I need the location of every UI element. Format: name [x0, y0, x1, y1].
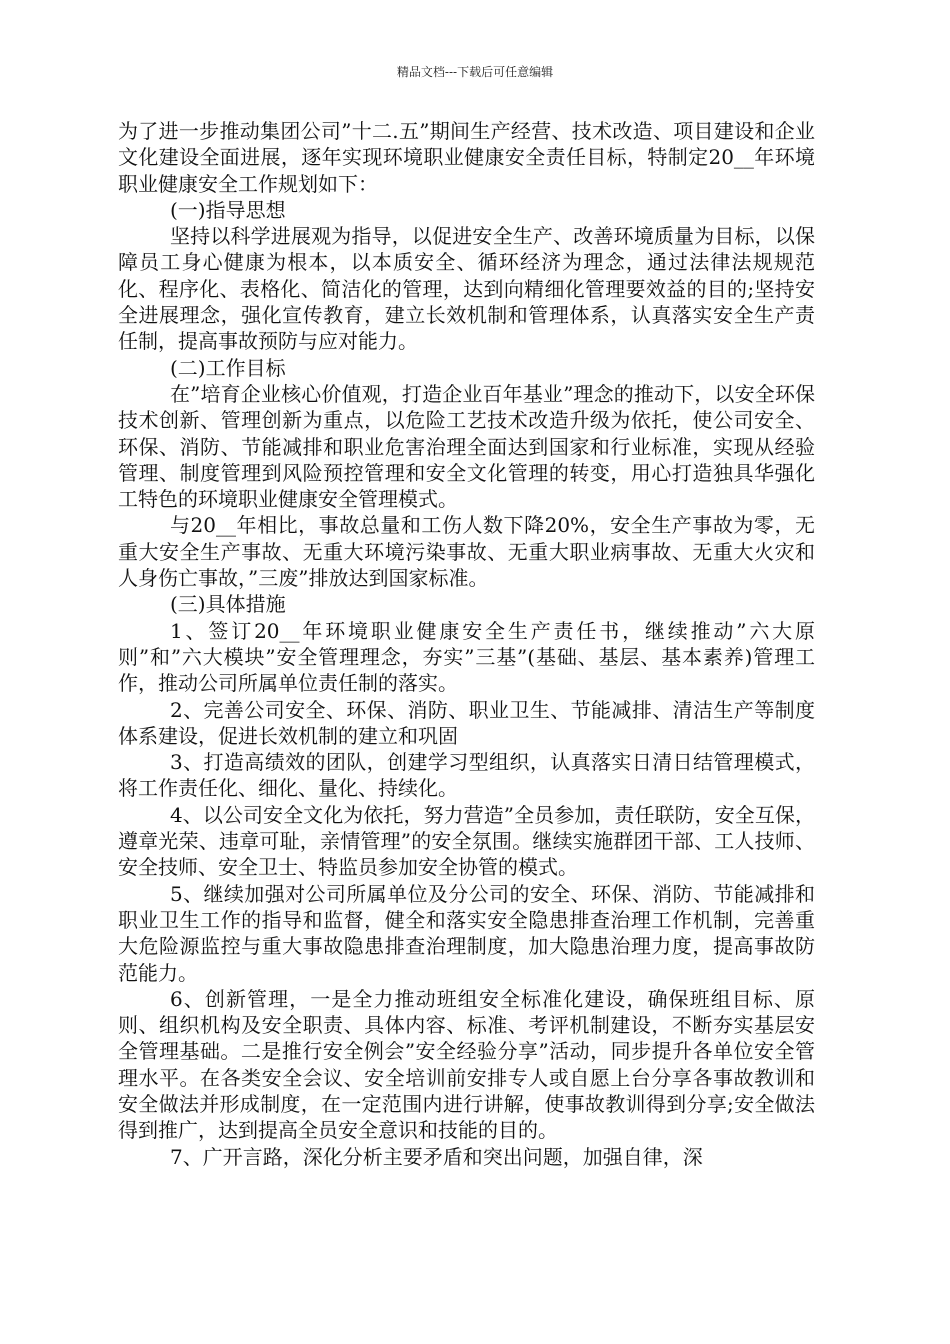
page-header: 精品文档---下载后可任意编辑 [396, 65, 554, 79]
intro-paragraph: 为了进一步推动集团公司”十二.五”期间生产经营、技术改造、项目建设和企业文化建设全面进展，逐年实现环境职业健康安全责任目标，特制定20__年环境职业健康安全工作规划如下： [118, 119, 815, 196]
document-body [118, 118, 815, 1170]
measure-item-5: 5、继续加强对公司所属单位及分公司的安全、环保、消防、节能减排和职业卫生工作的指导和监督，健全和落实安全隐患排查治理工作机制，完善重大危险源监控与重大事故隐患排查治理制度，加大隐患治理力度，提高事故防范能力。 [118, 881, 815, 985]
section-heading-guiding-ideology: (一)指导思想 [170, 197, 286, 222]
section-heading-work-goals: (二)工作目标 [170, 355, 286, 380]
section-heading-specific-measures: (三)具体措施 [170, 592, 286, 617]
measure-item-3: 3、打造高绩效的团队，创建学习型组织，认真落实日清日结管理模式，将工作责任化、细化、量化、持续化。 [118, 750, 815, 801]
paragraph-targets: 与20__年相比，事故总量和工伤人数下降20%，安全生产事故为零，无重大安全生产事故、无重大环境污染事故、无重大职业病事故、无重大火灾和人身伤亡事故，”三废”排放达到国家标准。 [118, 513, 815, 591]
measure-item-2: 2、完善公司安全、环保、消防、职业卫生、节能减排、清洁生产等制度体系建设，促进长效机制的建立和巩固 [118, 697, 815, 748]
measure-item-1: 1、签订20__年环境职业健康安全生产责任书，继续推动”六大原则”和”六大模块”安全管理理念，夯实”三基”(基础、基层、基本素养)管理工作，推动公司所属单位责任制的落实。 [118, 618, 815, 696]
paragraph-work-goals: 在”培育企业核心价值观，打造企业百年基业”理念的推动下，以安全环保技术创新、管理创新为重点，以危险工艺技术改造升级为依托，使公司安全、环保、消防、节能减排和职业危害治理全面达到国家和行业标准，实现从经验管理、制度管理到风险预控管理和安全文化管理的转变，用心打造独具华强化工特色的环境职业健康安全管理模式。 [118, 381, 815, 512]
measure-item-7: 7、广开言路，深化分析主要矛盾和突出问题，加强自律，深 [170, 1144, 703, 1169]
measure-item-4: 4、以公司安全文化为依托，努力营造”全员参加，责任联防，安全互保，遵章光荣、违章可耻，亲情管理”的安全氛围。继续实施群团干部、工人技师、安全技师、安全卫士、特监员参加安全协管的模式。 [118, 802, 815, 880]
paragraph-guiding-ideology: 坚持以科学进展观为指导，以促进安全生产、改善环境质量为目标，以保障员工身心健康为根本，以本质安全、循环经济为理念，通过法律法规规范化、程序化、表格化、简洁化的管理，达到向精细化管理要效益的目的;坚持安全进展理念，强化宣传教育，建立长效机制和管理体系，认真落实安全生产责任制，提高事故预防与应对能力。 [118, 224, 815, 354]
measure-item-6: 6、创新管理，一是全力推动班组安全标准化建设，确保班组目标、原则、组织机构及安全职责、具体内容、标准、考评机制建设，不断夯实基层安全管理基础。二是推行安全例会”安全经验分享”活动，同步提升各单位安全管理水平。在各类安全会议、安全培训前安排专人或自愿上台分享各事故教训和安全做法并形成制度，在一定范围内进行讲解，使事故教训得到分享;安全做法得到推广，达到提高全员安全意识和技能的目的。 [118, 986, 815, 1143]
